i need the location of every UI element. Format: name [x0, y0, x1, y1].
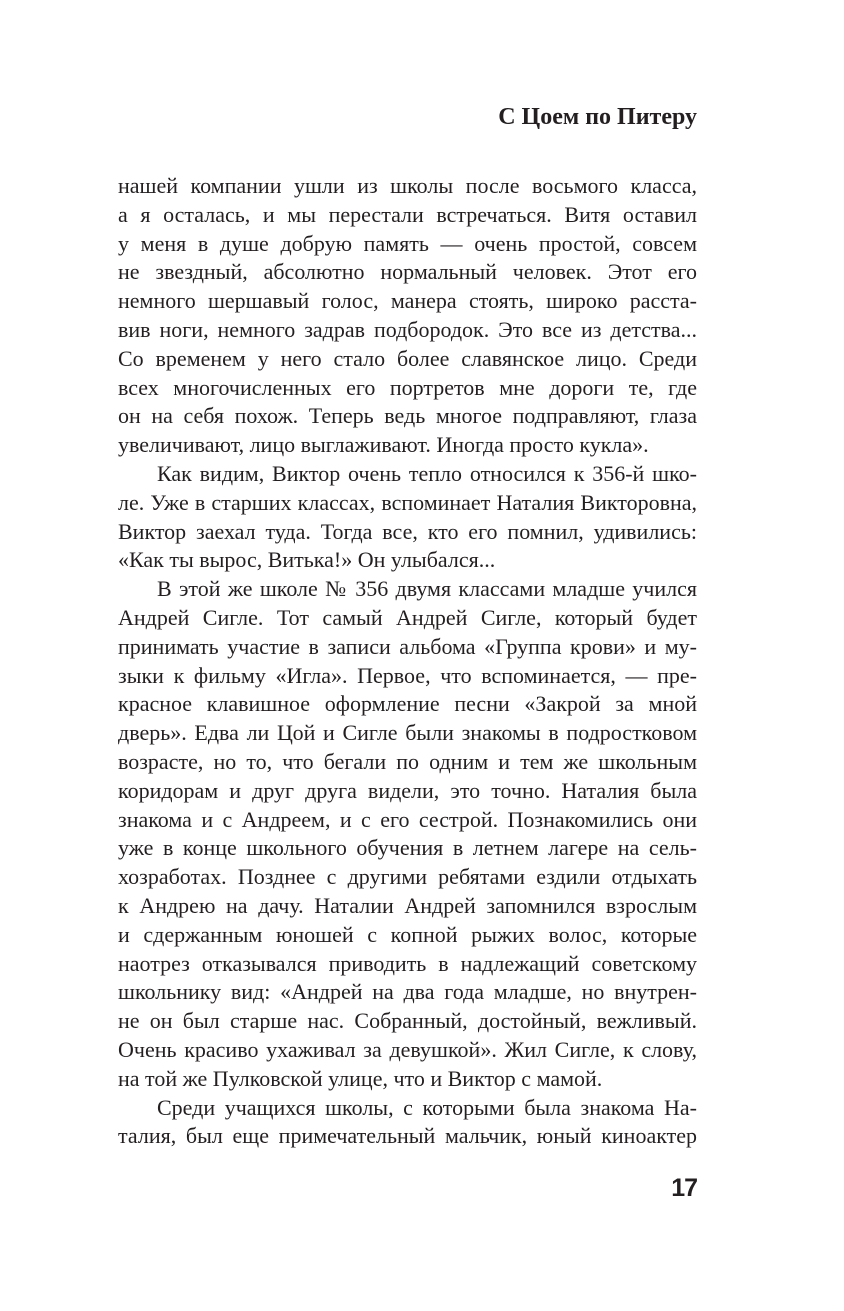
text-line: принимать участие в записи альбома «Группа крови» и му- — [118, 633, 697, 659]
text-line: уже в конце школьного обучения в летнем лагере на сель- — [118, 835, 697, 861]
body-text — [118, 172, 697, 1151]
text-line: Андрей Сигле. Тот самый Андрей Сигле, который будет — [118, 604, 697, 630]
page-number: 17 — [671, 1174, 697, 1202]
text-line: зыки к фильму «Игла». Первое, что вспоминается, — пре- — [118, 662, 697, 688]
text-line: всех многочисленных его портретов мне дороги те, где — [118, 374, 697, 400]
text-line: не звездный, абсолютно нормальный человек. Этот его — [118, 259, 697, 285]
text-line: школьнику вид: «Андрей на два года младше, но внутрен- — [118, 979, 697, 1005]
text-line: Со временем у него стало более славянское лицо. Среди — [118, 345, 697, 371]
text-line: вив ноги, немного задрав подбородок. Это все из детства... — [118, 316, 697, 342]
text-line: талия, был еще примечательный мальчик, юный киноактер — [118, 1123, 697, 1149]
running-header: С Цоем по Питеру — [498, 104, 697, 130]
text-line: и сдержанным юношей с копной рыжих волос, которые — [118, 921, 697, 947]
text-line: а я осталась, и мы перестали встречаться. Витя оставил — [118, 201, 697, 227]
text-line: наотрез отказывался приводить в надлежащий советскому — [118, 950, 697, 976]
text-line: возрасте, но то, что бегали по одним и тем же школьным — [118, 748, 697, 774]
text-line: ле. Уже в старших классах, вспоминает Наталия Викторовна, — [118, 489, 697, 515]
text-line: не он был старше нас. Собранный, достойный, вежливый. — [118, 1008, 697, 1034]
text-line: нашей компании ушли из школы после восьмого класса, — [118, 173, 697, 198]
text-line: дверь». Едва ли Цой и Сигле были знакомы в подростковом — [118, 720, 697, 746]
text-line: у меня в душе добрую память — очень простой, совсем — [118, 230, 697, 256]
text-line: Как видим, Виктор очень тепло относился к 356-й шко- — [157, 460, 697, 486]
text-line: знакома и с Андреем, и с его сестрой. Познакомились они — [118, 806, 697, 832]
text-line: увеличивают, лицо выглаживают. Иногда просто кукла». — [118, 432, 649, 458]
text-line: В этой же школе № 356 двумя классами младше учился — [157, 576, 697, 602]
text-line: «Как ты вырос, Витька!» Он улыбался... — [118, 547, 496, 573]
text-line: Среди учащихся школы, с которыми была знакома На- — [157, 1094, 697, 1120]
text-line: на той же Пулковской улице, что и Виктор с мамой. — [118, 1065, 603, 1091]
text-line: немного шершавый голос, манера стоять, широко расста- — [118, 288, 697, 314]
text-line: коридорам и друг друга видели, это точно. Наталия была — [118, 777, 697, 803]
text-line: красное клавишное оформление песни «Закрой за мной — [118, 691, 697, 717]
text-line: он на себя похож. Теперь ведь многое подправляют, глаза — [118, 403, 697, 429]
text-line: к Андрею на дачу. Наталии Андрей запомнился взрослым — [118, 892, 697, 918]
text-line: Очень красиво ухаживал за девушкой». Жил Сигле, к слову, — [118, 1036, 697, 1062]
text-line: хозработах. Позднее с другими ребятами ездили отдыхать — [118, 864, 697, 890]
text-line: Виктор заехал туда. Тогда все, кто его помнил, удивились: — [118, 518, 697, 544]
